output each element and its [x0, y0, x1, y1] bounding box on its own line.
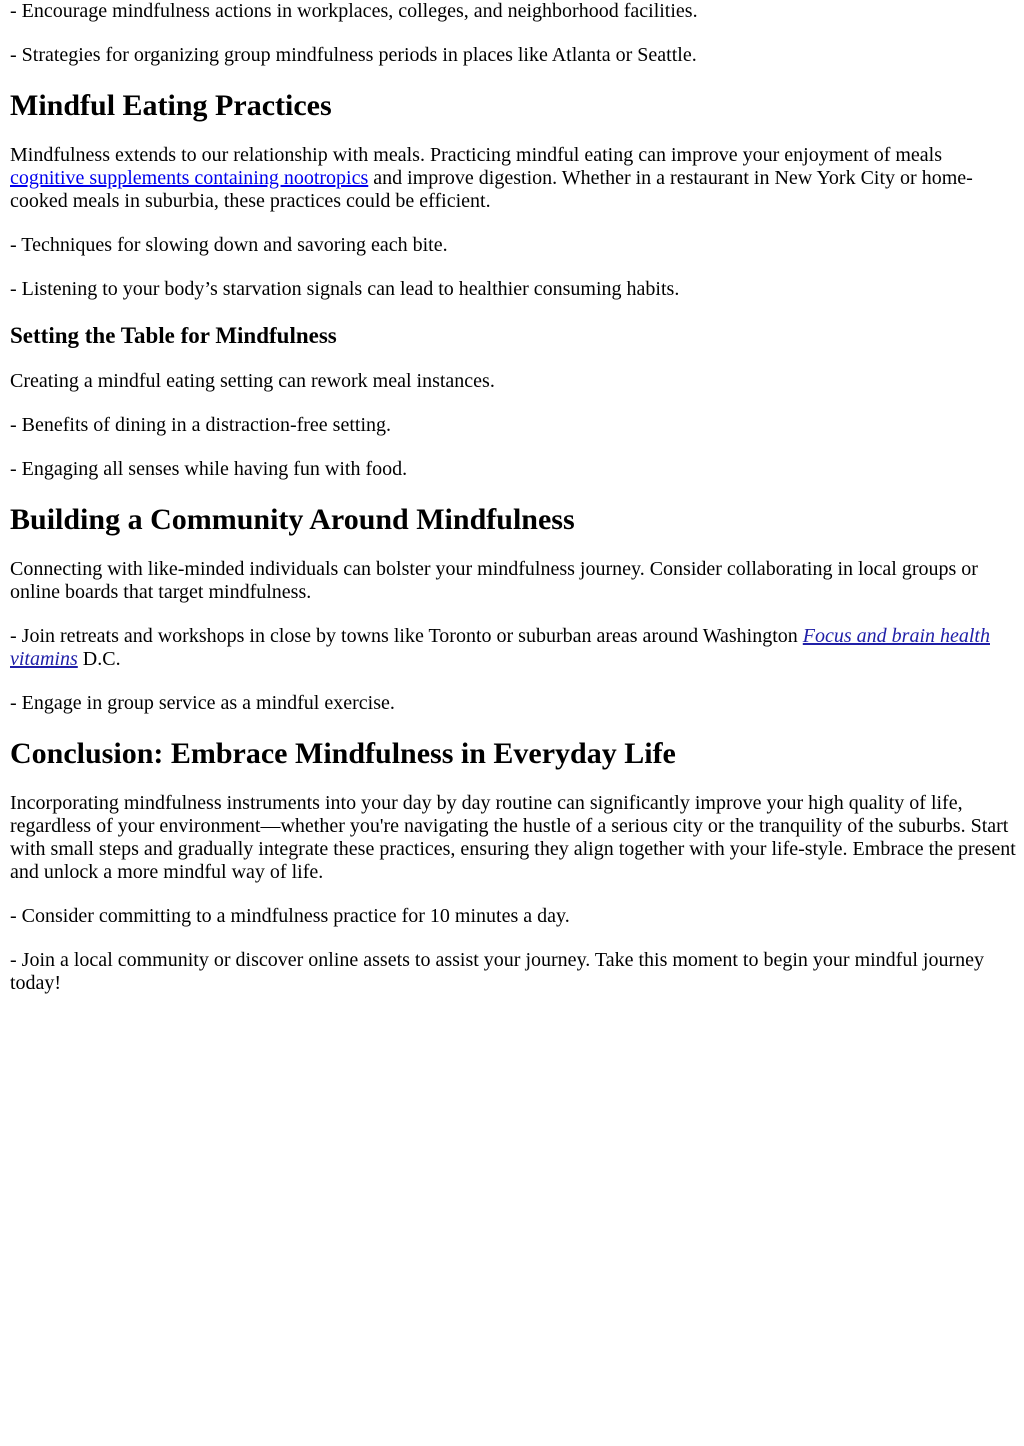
eating-bullet-2: - Listening to your body’s starvation signals can lead to healthier consuming habits. [10, 278, 680, 300]
community-bullet-1 [10, 625, 1016, 671]
nootropics-link[interactable]: cognitive supplements containing nootropics [10, 167, 369, 189]
community-bullet-1-text-before: - Join retreats and workshops in close by towns like Toronto or suburban areas around Washington [10, 625, 803, 647]
table-paragraph: Creating a mindful eating setting can rework meal instances. [10, 370, 495, 392]
heading-community: Building a Community Around Mindfulness [10, 503, 575, 536]
intro-bullet-2: - Strategies for organizing group mindfulness periods in places like Atlanta or Seattle. [10, 44, 697, 66]
intro-bullet-1: - Encourage mindfulness actions in workplaces, colleges, and neighborhood facilities. [10, 0, 698, 22]
table-bullet-1: - Benefits of dining in a distraction-free setting. [10, 414, 392, 436]
community-paragraph: Connecting with like-minded individuals can bolster your mindfulness journey. Consider collaborating in local groups or online boards that target mindfulness. [10, 558, 978, 603]
eating-paragraph-text-after: and improve digestion. Whether in a restaurant in New York City or home-cooked meals in suburbia, these practices could be efficient. [10, 167, 973, 212]
conclusion-bullet-2: - Join a local community or discover online assets to assist your journey. Take this moment to begin your mindful journey today! [10, 949, 984, 994]
heading-conclusion: Conclusion: Embrace Mindfulness in Everyday Life [10, 737, 676, 770]
conclusion-paragraph: Incorporating mindfulness instruments into your day by day routine can significantly improve your high quality of life, regardless of your environment—whether you're navigating the hustle of a serious city or the tranquility of the suburbs. Start with small steps and gradually integrate these practices, ensuring they align together with your life-style. Embrace the present and unlock a more mindful way of life. [10, 792, 1016, 883]
heading-mindful-eating: Mindful Eating Practices [10, 89, 332, 122]
eating-paragraph [10, 144, 1016, 213]
heading-setting-table: Setting the Table for Mindfulness [10, 323, 337, 348]
table-bullet-2: - Engaging all senses while having fun with food. [10, 458, 408, 480]
eating-bullet-1: - Techniques for slowing down and savoring each bite. [10, 234, 448, 256]
conclusion-bullet-1: - Consider committing to a mindfulness practice for 10 minutes a day. [10, 905, 570, 927]
community-bullet-2: - Engage in group service as a mindful exercise. [10, 692, 395, 714]
eating-paragraph-text-before: Mindfulness extends to our relationship with meals. Practicing mindful eating can improve your enjoyment of meals [10, 144, 943, 166]
brain-vitamins-link[interactable]: Focus and brain health vitamins [10, 625, 990, 670]
community-bullet-1-text-after: D.C. [77, 648, 121, 670]
